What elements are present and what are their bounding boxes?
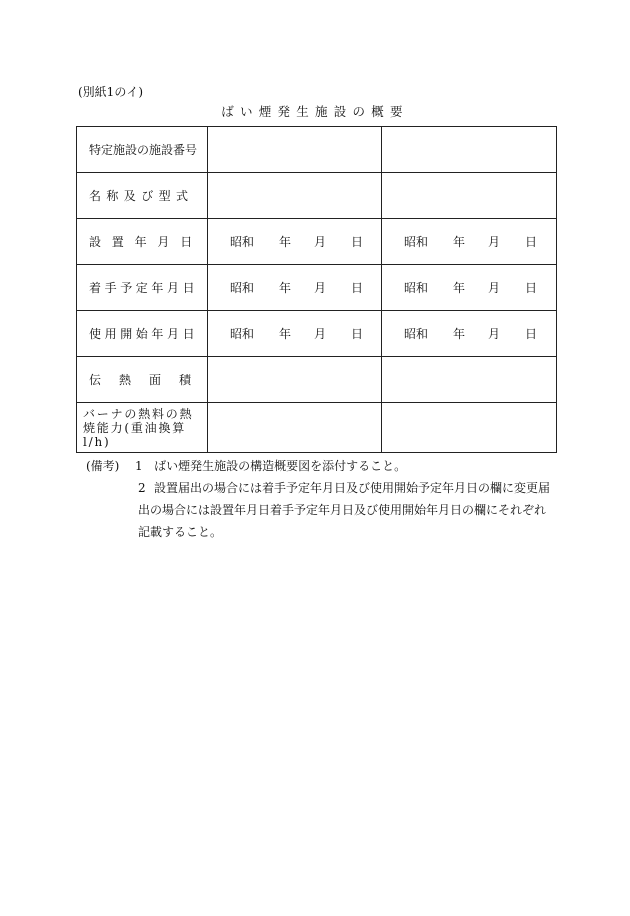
year-label: 年 bbox=[453, 281, 466, 295]
note-number: 2 bbox=[138, 481, 146, 495]
facility-number-cell-1[interactable] bbox=[208, 127, 382, 173]
note-text: ばい煙発生施設の構造概要図を添付すること。 bbox=[154, 459, 407, 473]
era-label: 昭和 bbox=[404, 281, 429, 295]
era-label: 昭和 bbox=[230, 281, 255, 295]
day-label: 日 bbox=[525, 235, 538, 249]
table-row bbox=[77, 127, 557, 173]
year-label: 年 bbox=[453, 327, 466, 341]
row-label-heat-transfer-area: 伝熱面積 bbox=[77, 357, 208, 403]
row-label-name-model: 名称及び型式 bbox=[77, 173, 208, 219]
day-label: 日 bbox=[525, 281, 538, 295]
month-label: 月 bbox=[488, 327, 501, 341]
note-number: 1 bbox=[135, 459, 143, 473]
installation-date-cell-2[interactable] bbox=[382, 219, 557, 265]
table-row bbox=[77, 357, 557, 403]
day-label: 日 bbox=[351, 281, 364, 295]
row-label-facility-number: 特定施設の施設番号 bbox=[77, 127, 208, 173]
start-date-cell-1[interactable] bbox=[208, 265, 382, 311]
note-item bbox=[135, 455, 406, 477]
era-label: 昭和 bbox=[230, 235, 255, 249]
heat-transfer-area-cell-1[interactable] bbox=[208, 357, 382, 403]
start-date-cell-2[interactable] bbox=[382, 265, 557, 311]
use-start-date-cell-2[interactable] bbox=[382, 311, 557, 357]
table-row bbox=[77, 311, 557, 357]
annex-label: (別紙1のイ) bbox=[78, 85, 143, 99]
name-model-cell-1[interactable] bbox=[208, 173, 382, 219]
table-row bbox=[77, 265, 557, 311]
era-label: 昭和 bbox=[404, 327, 429, 341]
table-row bbox=[77, 219, 557, 265]
table-row bbox=[77, 173, 557, 219]
day-label: 日 bbox=[351, 235, 364, 249]
month-label: 月 bbox=[314, 235, 327, 249]
burner-capacity-cell-2[interactable] bbox=[382, 403, 557, 453]
installation-date-cell-1[interactable] bbox=[208, 219, 382, 265]
notes-heading: (備考) bbox=[86, 459, 120, 473]
row-label-use-start-date: 使用開始年月日 bbox=[77, 311, 208, 357]
facility-number-cell-2[interactable] bbox=[382, 127, 557, 173]
year-label: 年 bbox=[279, 281, 292, 295]
day-label: 日 bbox=[351, 327, 364, 341]
year-label: 年 bbox=[279, 235, 292, 249]
page-title: ばい煙発生施設の概要 bbox=[221, 104, 409, 119]
table-row bbox=[77, 403, 557, 453]
era-label: 昭和 bbox=[404, 235, 429, 249]
year-label: 年 bbox=[453, 235, 466, 249]
facility-summary-table bbox=[76, 126, 557, 453]
row-label-installation-date: 設置年月日 bbox=[77, 219, 208, 265]
burner-capacity-cell-1[interactable] bbox=[208, 403, 382, 453]
month-label: 月 bbox=[488, 281, 501, 295]
row-label-burner-capacity: バーナの熱料の熱焼能力(重油換算l/h) bbox=[77, 403, 208, 453]
use-start-date-cell-1[interactable] bbox=[208, 311, 382, 357]
day-label: 日 bbox=[525, 327, 538, 341]
month-label: 月 bbox=[488, 235, 501, 249]
month-label: 月 bbox=[314, 327, 327, 341]
row-label-start-date: 着手予定年月日 bbox=[77, 265, 208, 311]
note-text: 設置届出の場合には着手予定年月日及び使用開始予定年月日の欄に変更届出の場合には設置年月日着手予定年月日及び使用開始年月日の欄にそれぞれ記載すること。 bbox=[138, 481, 551, 539]
month-label: 月 bbox=[314, 281, 327, 295]
name-model-cell-2[interactable] bbox=[382, 173, 557, 219]
heat-transfer-area-cell-2[interactable] bbox=[382, 357, 557, 403]
era-label: 昭和 bbox=[230, 327, 255, 341]
year-label: 年 bbox=[279, 327, 292, 341]
